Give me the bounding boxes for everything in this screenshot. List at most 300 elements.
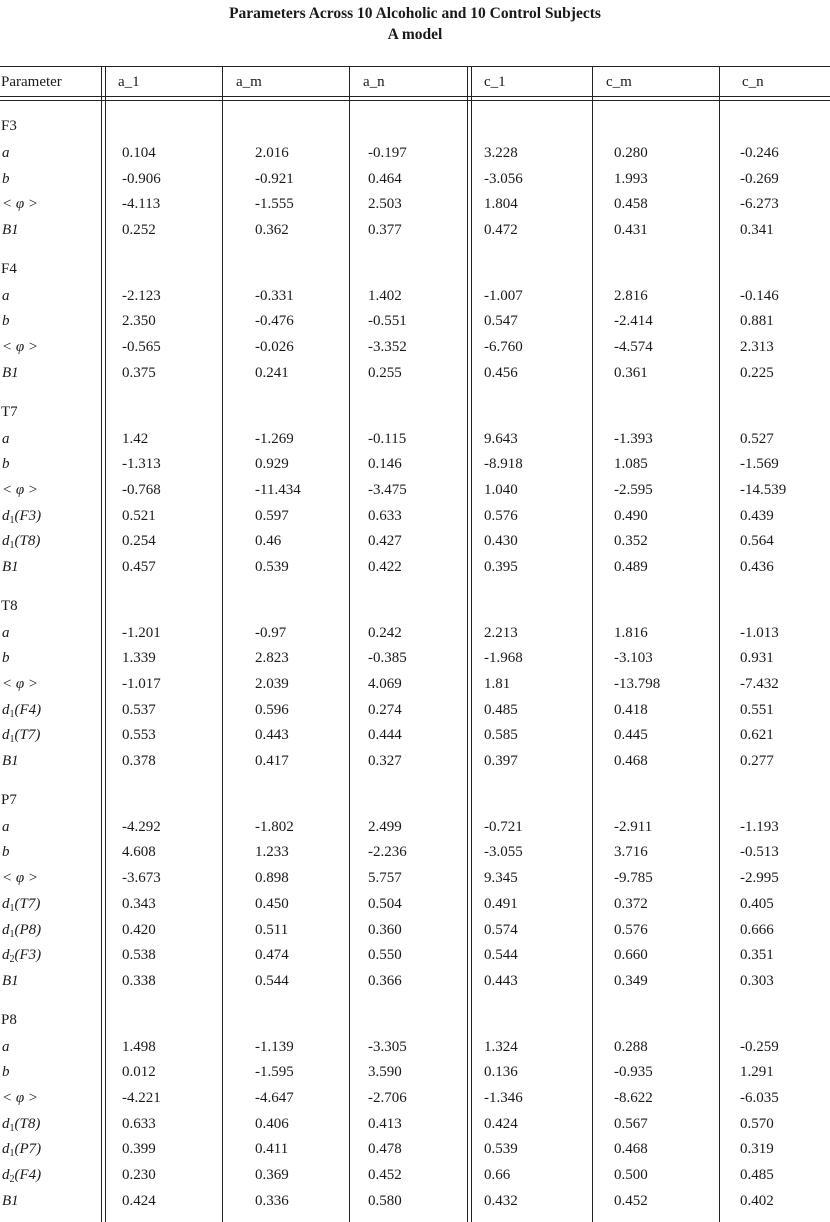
table-cell: 0.362 (255, 222, 289, 239)
table-cell: 0.327 (368, 753, 402, 770)
table-cell: 0.402 (740, 1192, 774, 1209)
group-heading (0, 1010, 830, 1036)
table-cell: -1.569 (740, 456, 779, 473)
row-parameter-label (2, 727, 40, 745)
table-cell: 0.931 (740, 650, 774, 667)
table-cell: -3.673 (122, 870, 161, 887)
table-cell: 0.369 (255, 1167, 289, 1183)
table-cell: -8.622 (614, 1089, 653, 1106)
table-cell: -2.595 (614, 481, 653, 498)
table-row (0, 428, 830, 454)
table-cell: 0.456 (484, 364, 518, 381)
table-cell: -0.115 (368, 430, 407, 447)
table-cell: 3.716 (614, 844, 648, 861)
table-cell: 0.46 (255, 533, 282, 550)
table-cell: 0.597 (255, 507, 289, 524)
parameter-symbol: B1 (2, 1192, 19, 1209)
table-cell: 0.242 (368, 624, 402, 641)
row-parameter-label (2, 1039, 10, 1056)
row-parameter-label (2, 1090, 38, 1107)
row-parameter-label (2, 313, 10, 330)
table-cell: 0.547 (484, 313, 518, 330)
table-cell: 5.757 (368, 870, 402, 887)
table-row (0, 673, 830, 699)
table-cell: 0.485 (740, 1167, 774, 1183)
table-cell: 0.397 (484, 753, 518, 770)
table-cell: -0.721 (484, 818, 523, 835)
table-cell: -0.385 (368, 650, 407, 667)
table-cell: 0.277 (740, 753, 774, 770)
table-cell: -1.313 (122, 456, 161, 473)
group-name: F4 (1, 260, 17, 277)
table-cell: 0.432 (484, 1192, 518, 1209)
table-cell: 0.666 (740, 921, 774, 938)
table-cell: 0.511 (255, 921, 289, 938)
table-cell: 0.472 (484, 222, 518, 239)
group-heading (0, 402, 830, 428)
row-parameter-label (2, 650, 10, 667)
table-row (0, 193, 830, 219)
group-spacer (0, 776, 830, 790)
row-parameter-label (2, 676, 38, 693)
table-cell: 0.551 (740, 701, 774, 718)
parameter-argument: (T8) (14, 1115, 41, 1132)
table-cell: 0.406 (255, 1115, 289, 1132)
group-heading (0, 790, 830, 816)
col-header-cm: c_m (606, 74, 632, 90)
table-cell: -3.305 (368, 1038, 407, 1055)
table-cell: 0.468 (614, 753, 648, 770)
table-body (0, 116, 830, 1215)
table-cell: 0.544 (255, 972, 289, 989)
table-cell: 1.291 (740, 1064, 774, 1081)
parameter-symbol: < φ > (2, 339, 39, 356)
row-parameter-label (2, 1064, 10, 1081)
col-header-c1: c_1 (484, 74, 506, 90)
table-cell: 1.498 (122, 1038, 156, 1055)
col-header-cn: c_n (742, 74, 764, 90)
table-row (0, 919, 830, 945)
row-parameter-label (2, 456, 10, 473)
table-cell: 4.069 (368, 676, 402, 692)
table-cell: 0.444 (368, 727, 402, 744)
row-parameter-label (2, 947, 41, 965)
parameter-argument: (T8) (14, 533, 41, 550)
table-cell: 0.430 (484, 533, 518, 550)
table-cell: -4.292 (122, 818, 161, 835)
group-heading (0, 116, 830, 142)
table-cell: -1.968 (484, 650, 523, 667)
table-row (0, 505, 830, 531)
table-cell: 0.012 (122, 1064, 156, 1081)
table-row (0, 362, 830, 388)
table-cell: 0.241 (255, 364, 289, 381)
table-cell: 0.375 (122, 364, 156, 381)
table-row (0, 893, 830, 919)
table-cell: -8.918 (484, 456, 523, 473)
parameter-symbol: d (2, 533, 10, 550)
row-parameter-label (2, 870, 38, 887)
table-row (0, 1138, 830, 1164)
parameter-subscript: 1 (9, 902, 15, 914)
row-parameter-label (2, 625, 10, 642)
table-cell: -2.706 (368, 1089, 407, 1106)
parameter-subscript: 1 (9, 1122, 15, 1134)
row-parameter-label (2, 196, 38, 213)
table-cell: 0.458 (614, 196, 648, 213)
parameter-symbol: B1 (2, 753, 19, 770)
table-cell: -1.346 (484, 1089, 523, 1106)
row-parameter-label (2, 288, 10, 305)
parameter-symbol: a (2, 624, 10, 641)
table-row (0, 479, 830, 505)
table-cell: 0.418 (614, 701, 648, 718)
parameter-subscript: 1 (9, 1148, 15, 1160)
table-subtitle: A model (387, 26, 443, 43)
table-cell: -2.123 (122, 287, 161, 304)
table-row (0, 841, 830, 867)
table-cell: 0.274 (368, 701, 402, 718)
table-row (0, 336, 830, 362)
table-cell: 0.303 (740, 972, 774, 989)
row-parameter-label (2, 222, 19, 239)
parameter-symbol: a (2, 287, 10, 304)
table-cell: 0.413 (368, 1115, 402, 1132)
parameter-symbol: b (2, 844, 10, 861)
row-parameter-label (2, 559, 19, 576)
table-row (0, 647, 830, 673)
parameter-subscript: 1 (9, 514, 15, 526)
group-name: P8 (1, 1011, 17, 1028)
table-cell: -0.921 (255, 170, 294, 187)
table-cell: 0.146 (368, 456, 402, 473)
table-row (0, 310, 830, 336)
table-cell: -3.475 (368, 481, 407, 498)
parameter-symbol: B1 (2, 972, 19, 989)
table-row (0, 816, 830, 842)
table-cell: 0.372 (614, 895, 648, 912)
table-cell: 0.452 (614, 1192, 648, 1209)
parameter-symbol: a (2, 1038, 10, 1055)
parameter-symbol: a (2, 145, 10, 161)
parameter-symbol: B1 (2, 222, 19, 239)
table-cell: 0.352 (614, 533, 648, 550)
table-cell: 0.660 (614, 947, 648, 964)
table-cell: 0.378 (122, 753, 156, 770)
parameter-symbol: b (2, 1064, 10, 1081)
table-cell: -0.768 (122, 481, 161, 498)
table-cell: 1.804 (484, 196, 518, 213)
group-name: T7 (1, 403, 18, 420)
table-cell: 0.361 (614, 364, 648, 381)
parameter-symbol: b (2, 313, 10, 330)
parameter-argument: (F4) (14, 701, 42, 718)
table-cell: -0.565 (122, 339, 161, 356)
parameter-table (0, 66, 830, 100)
table-cell: 0.550 (368, 947, 402, 964)
table-cell: 0.576 (484, 507, 518, 524)
table-cell: 0.254 (122, 533, 156, 550)
table-cell: 0.491 (484, 895, 518, 912)
table-cell: 0.478 (368, 1141, 402, 1158)
row-parameter-label (2, 753, 19, 770)
table-cell: -1.013 (740, 624, 779, 641)
table-cell: -1.802 (255, 818, 294, 835)
table-cell: 0.553 (122, 727, 156, 744)
table-cell: 0.452 (368, 1167, 402, 1183)
table-cell: 0.377 (368, 222, 402, 239)
table-cell: 0.570 (740, 1115, 774, 1132)
row-parameter-label (2, 844, 10, 861)
table-cell: 0.341 (740, 222, 774, 239)
group-spacer (0, 388, 830, 402)
table-cell: 0.450 (255, 895, 289, 912)
table-cell: 0.633 (122, 1115, 156, 1132)
parameter-symbol: d (2, 921, 10, 938)
table-cell: -2.911 (614, 818, 653, 835)
parameter-argument: (F3) (14, 507, 42, 524)
table-cell: 0.252 (122, 222, 156, 239)
table-cell: 0.104 (122, 145, 156, 161)
parameter-argument: (F4) (14, 1167, 42, 1183)
parameter-argument: (T7) (14, 727, 41, 744)
table-cell: -2.414 (614, 313, 653, 330)
table-row (0, 699, 830, 725)
table-row (0, 1087, 830, 1113)
table-title: Parameters Across 10 Alcoholic and 10 Control Subjects (229, 5, 601, 22)
table-cell: 0.439 (740, 507, 774, 524)
table-cell: 0.399 (122, 1141, 156, 1158)
table-cell: 0.411 (255, 1141, 289, 1158)
table-cell: 1.993 (614, 170, 648, 187)
table-cell: 2.213 (484, 624, 518, 641)
table-cell: 0.521 (122, 507, 156, 524)
row-parameter-label (2, 1116, 40, 1134)
table-cell: -0.906 (122, 170, 161, 187)
table-cell: 0.336 (255, 1192, 289, 1209)
table-header (0, 66, 830, 100)
parameter-subscript: 2 (9, 1174, 15, 1185)
table-cell: 0.349 (614, 972, 648, 989)
col-header-parameter: Parameter (1, 74, 62, 90)
table-cell: 0.420 (122, 921, 156, 938)
table-cell: -0.331 (255, 287, 294, 304)
parameter-subscript: 1 (9, 540, 15, 552)
parameter-symbol: d (2, 947, 10, 964)
table-row (0, 168, 830, 194)
table-cell: 0.537 (122, 701, 156, 718)
parameter-symbol: b (2, 650, 10, 667)
col-header-a1: a_1 (118, 74, 140, 90)
table-cell: -2.236 (368, 844, 407, 861)
table-cell: 0.567 (614, 1115, 648, 1132)
row-parameter-label (2, 1141, 41, 1159)
parameter-argument: (P8) (14, 921, 42, 938)
table-cell: 0.574 (484, 921, 518, 938)
row-parameter-label (2, 702, 41, 720)
table-cell: -1.193 (740, 818, 779, 835)
col-header-am: a_m (236, 74, 262, 90)
table-cell: 0.881 (740, 313, 774, 330)
table-cell: 0.431 (614, 222, 648, 239)
table-cell: 0.288 (614, 1038, 648, 1055)
table-cell: 0.343 (122, 895, 156, 912)
table-cell: 1.233 (255, 844, 289, 861)
table-cell: 0.366 (368, 972, 402, 989)
parameter-symbol: a (2, 818, 10, 835)
table-row (0, 724, 830, 750)
table-cell: -4.221 (122, 1089, 161, 1106)
table-row (0, 970, 830, 996)
parameter-argument: (P7) (14, 1141, 42, 1158)
table-cell: -3.103 (614, 650, 653, 667)
table-cell: 3.228 (484, 145, 518, 161)
group-spacer (0, 582, 830, 596)
table-cell: -0.026 (255, 339, 294, 356)
table-cell: 0.468 (614, 1141, 648, 1158)
table-cell: -3.352 (368, 339, 407, 356)
table-cell: -1.595 (255, 1064, 294, 1081)
table-cell: -0.551 (368, 313, 407, 330)
table-cell: 0.585 (484, 727, 518, 744)
parameter-symbol: < φ > (2, 870, 39, 887)
table-cell: 2.499 (368, 818, 402, 835)
parameter-subscript: 2 (9, 954, 15, 966)
table-row (0, 1113, 830, 1139)
table-cell: 0.544 (484, 947, 518, 964)
table-cell: -1.393 (614, 430, 653, 447)
table-cell: 0.464 (368, 170, 402, 187)
table-cell: 1.339 (122, 650, 156, 667)
table-cell: 0.539 (484, 1141, 518, 1158)
table-cell: 1.42 (122, 430, 149, 447)
table-cell: -0.146 (740, 287, 779, 304)
table-row (0, 556, 830, 582)
table-cell: -1.007 (484, 287, 523, 304)
table-cell: -0.246 (740, 145, 779, 161)
table-cell: -6.035 (740, 1089, 779, 1106)
table-row (0, 1061, 830, 1087)
table-row (0, 750, 830, 776)
table-cell: -1.139 (255, 1038, 294, 1055)
parameter-symbol: a (2, 430, 10, 447)
table-cell: 0.280 (614, 145, 648, 161)
table-cell: 0.338 (122, 972, 156, 989)
group-heading (0, 596, 830, 622)
row-parameter-label (2, 922, 41, 940)
table-cell: 0.443 (484, 972, 518, 989)
table-cell: 0.351 (740, 947, 774, 964)
row-parameter-label (2, 482, 38, 499)
table-cell: 1.040 (484, 481, 518, 498)
header-bottom-rule (0, 96, 830, 101)
table-cell: -1.201 (122, 624, 161, 641)
row-parameter-label (2, 896, 40, 914)
table-row (0, 285, 830, 311)
table-cell: 0.633 (368, 507, 402, 524)
table-row (0, 1164, 830, 1190)
table-row (0, 1190, 830, 1216)
row-parameter-label (2, 431, 10, 448)
table-cell: -7.432 (740, 676, 779, 692)
parameter-symbol: b (2, 170, 10, 187)
row-parameter-label (2, 1167, 41, 1185)
parameter-subscript: 1 (9, 734, 15, 746)
table-cell: 0.489 (614, 558, 648, 575)
table-cell: -1.017 (122, 676, 161, 692)
group-name: F3 (1, 118, 17, 134)
table-row (0, 944, 830, 970)
table-cell: 0.230 (122, 1167, 156, 1183)
col-header-an: a_n (363, 74, 385, 90)
parameter-symbol: < φ > (2, 196, 39, 213)
table-cell: 0.621 (740, 727, 774, 744)
table-cell: 0.424 (122, 1192, 156, 1209)
parameter-argument: (F3) (14, 947, 42, 964)
table-cell: 0.504 (368, 895, 402, 912)
table-cell: 0.527 (740, 430, 774, 447)
table-cell: 0.443 (255, 727, 289, 744)
table-cell: 0.457 (122, 558, 156, 575)
parameter-symbol: < φ > (2, 481, 39, 498)
row-parameter-label (2, 508, 41, 526)
table-cell: 2.313 (740, 339, 774, 356)
table-cell: 0.255 (368, 364, 402, 381)
table-cell: 1.085 (614, 456, 648, 473)
table-cell: -0.513 (740, 844, 779, 861)
table-cell: -13.798 (614, 676, 661, 692)
table-cell: 0.485 (484, 701, 518, 718)
row-parameter-label (2, 1193, 19, 1210)
table-row (0, 867, 830, 893)
table-cell: -0.197 (368, 145, 407, 161)
table-cell: 1.816 (614, 624, 648, 641)
table-cell: -1.555 (255, 196, 294, 213)
group-spacer (0, 996, 830, 1010)
table-cell: 2.350 (122, 313, 156, 330)
table-cell: -3.056 (484, 170, 523, 187)
group-spacer (0, 245, 830, 259)
row-parameter-label (2, 171, 10, 188)
table-row (0, 1036, 830, 1062)
row-parameter-label (2, 365, 19, 382)
parameter-symbol: < φ > (2, 1089, 39, 1106)
table-cell: 0.898 (255, 870, 289, 887)
table-cell: 2.816 (614, 287, 648, 304)
table-cell: 0.445 (614, 727, 648, 744)
table-cell: 2.823 (255, 650, 289, 667)
table-cell: 0.136 (484, 1064, 518, 1081)
parameter-argument: (T7) (14, 895, 41, 912)
table-cell: 0.424 (484, 1115, 518, 1132)
table-cell: 9.643 (484, 430, 518, 447)
table-cell: 1.402 (368, 287, 402, 304)
table-cell: 0.319 (740, 1141, 774, 1158)
table-cell: 0.395 (484, 558, 518, 575)
table-cell: -0.259 (740, 1038, 779, 1055)
table-cell: 0.538 (122, 947, 156, 964)
table-cell: -0.269 (740, 170, 779, 187)
table-row (0, 530, 830, 556)
table-row (0, 219, 830, 245)
table-cell: 0.564 (740, 533, 774, 550)
table-row (0, 453, 830, 479)
table-cell: 0.596 (255, 701, 289, 718)
table-cell: -11.434 (255, 481, 301, 498)
parameter-symbol: d (2, 1167, 10, 1183)
parameter-symbol: < φ > (2, 676, 39, 692)
parameter-subscript: 1 (9, 928, 15, 940)
